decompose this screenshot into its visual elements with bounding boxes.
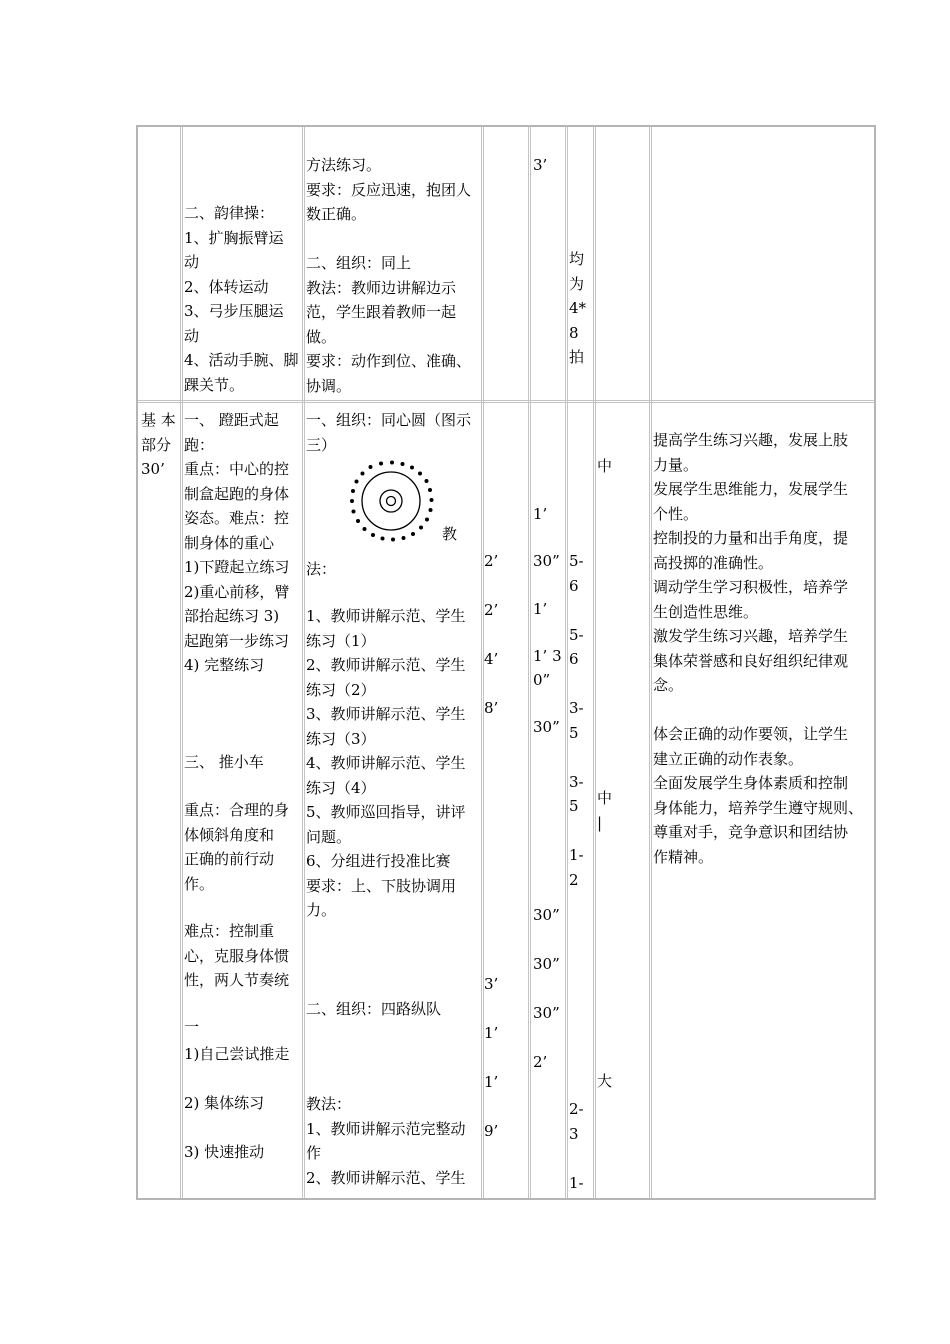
four-column-org: 二、组织：四路纵队 <box>306 1000 442 1018</box>
column-divider <box>528 127 531 1198</box>
push-cart-method: 教法： 1、教师讲解示范完整动 作 2、教师讲解示范、学生 <box>306 1095 466 1187</box>
duration-column-b: 3’ 1’ 1’ 9’ <box>484 975 499 1140</box>
teaching-steps: 1、教师讲解示范、学生 练习（1） 2、教师讲解示范、学生 练习（2） 3、教师讲解示范、学生 练习（3） 4、教师讲解示范、学生 练习（4） 5、教师巡回指导，讲评 问题。 6、分组进行投准比赛 要求：上、下肢协调用 力。 <box>306 607 466 919</box>
row1-time: 3’ <box>533 156 548 174</box>
column-divider <box>593 127 596 1198</box>
section-heading: 二、韵律操： <box>184 204 275 222</box>
column-divider <box>180 127 183 1198</box>
concentric-circle-diagram <box>350 460 434 544</box>
row1-method-text: 方法练习。 要求：反应迅速，抱团人 数正确。 二、组织：同上 教法：教师边讲解边示 范，学生跟着教师一起 做。 要求：动作到位、准确、 协调。 <box>306 156 472 395</box>
row-divider <box>138 400 874 403</box>
push-cart-difficulty: 难点：控制重 心，克服身体惯 性，两人节奏统 一 <box>184 922 290 1036</box>
intensity-medium-high: 中 | <box>597 789 613 832</box>
column-divider <box>565 127 568 1198</box>
method-label: 法： <box>306 560 337 578</box>
push-cart-steps: 1)自己尝试推走 2) 集体练习 3) 快速推动 <box>184 1045 290 1161</box>
lesson-objectives: 提高学生练习兴趣，发展上肢 力量。 发展学生思维能力，发展学生 个性。 控制投的力量和出手角度，提 高投掷的准确性。 调动学生学习积极性，培养学 生创造性思维。 激发学生练习兴趣，培养学生 集体荣誉感和良好组织纪律观 念。 体会正确的动作要领，让学生 建立正确的动作表象。 全面发展学生身体素质和控制 身体能力，培养学生遵守规则、 尊重对手，竞争意识和团结协 作精神。 <box>653 431 864 866</box>
rhythm-exercise-section: 二、韵律操： 1、扩胸振臂运 动 2、体转运动 3、弓步压腿运 动 4、活动手腕、脚 踝关节。 <box>184 201 299 397</box>
push-cart-key-points: 重点：合理的身 体倾斜角度和 正确的前行动 作。 <box>184 801 290 893</box>
concentric-circle-org: 一、组织：同心圆（图示 三） <box>306 411 472 454</box>
push-cart-heading: 三、 推小车 <box>184 753 264 771</box>
intensity-medium: 中 <box>597 457 613 475</box>
practice-time-a: 1’ 30” 1’ 1’ 3 0” 30” <box>533 505 562 737</box>
intensity-high: 大 <box>597 1072 613 1090</box>
part-label: 基 本 部分 30’ <box>141 411 176 478</box>
reps-column-a: 5- 6 5- 6 3- 5 3- 5 1- 2 <box>569 552 584 889</box>
squat-start-section: 一、 蹬距式起 跑： 重点：中心的控 制盒起跑的身体 姿态。难点：控 制身体的重心 1)下蹬起立练习 2)重心前移，臂 部抬起练习 3) 起跑第一步练习 4) 完整练习 <box>184 411 290 674</box>
reps-column-b: 2- 3 1- <box>569 1100 584 1192</box>
row1-reps: 均 为 4* 8 拍 <box>569 250 587 366</box>
duration-column-a: 2’ 2’ 4’ 8’ <box>484 552 499 717</box>
column-divider <box>302 127 305 1198</box>
teaching-label: 教 <box>442 525 458 543</box>
column-divider <box>649 127 652 1198</box>
practice-time-b: 30” 30” 30” 2’ <box>533 906 560 1071</box>
